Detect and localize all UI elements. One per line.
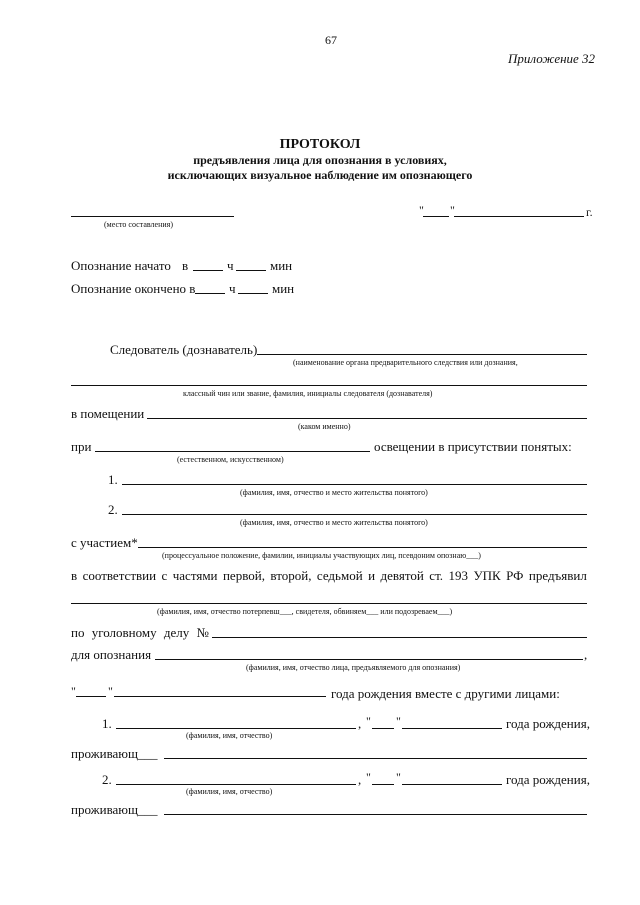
appendix-label: Приложение 32	[508, 51, 596, 66]
other1-day-field[interactable]	[372, 728, 394, 729]
witness2-number: 2.	[108, 502, 118, 517]
identifier-field[interactable]	[71, 603, 587, 604]
start-minutes-field[interactable]	[236, 270, 266, 271]
accordance-word: ст.	[429, 568, 444, 583]
other1-residence-field[interactable]	[164, 758, 587, 759]
start-in-label: в	[182, 258, 189, 273]
other2-birth-year-label: года рождения,	[506, 772, 590, 787]
document-subtitle-line1: предъявления лица для опознания в условиях,	[193, 153, 447, 167]
lighting-text: освещении в присутствии понятых:	[374, 439, 572, 454]
for-identification-label: для опознания	[71, 647, 152, 662]
other2-fio-field[interactable]	[116, 784, 356, 785]
participation-label: с участием*	[71, 535, 138, 550]
date-month-year-field[interactable]	[454, 216, 584, 217]
end-hours-field[interactable]	[195, 293, 225, 294]
end-minutes-field[interactable]	[238, 293, 268, 294]
presented-caption: (фамилия, имя, отчество лица, предъявляемого для опознания)	[246, 663, 461, 672]
other2-comma: ,	[358, 772, 362, 787]
lighting-field[interactable]	[95, 451, 370, 452]
page-number: 67	[325, 33, 337, 47]
end-hours-unit: ч	[229, 281, 236, 296]
other1-comma: ,	[358, 716, 362, 731]
investigator-caption: (наименование органа предварительного следствия или дознания,	[293, 358, 518, 367]
year-suffix: г.	[586, 205, 593, 219]
accordance-word: предъявил	[528, 568, 587, 583]
accordance-word: УПК	[473, 568, 501, 583]
birth-quote-close: "	[108, 684, 113, 698]
other2-residing-label: проживающ___	[71, 802, 158, 817]
other1-quote-close: "	[396, 714, 401, 728]
other2-number: 2.	[102, 772, 112, 787]
start-hours-field[interactable]	[193, 270, 223, 271]
presented-comma: ,	[584, 647, 588, 662]
start-minutes-unit: мин	[270, 258, 293, 273]
accordance-word: и	[368, 568, 376, 583]
witness1-caption: (фамилия, имя, отчество и место жительства понятого)	[240, 488, 428, 497]
at-label: при	[71, 439, 92, 454]
other1-fio-field[interactable]	[116, 728, 356, 729]
accordance-word: соответствии	[82, 568, 157, 583]
accordance-word: первой,	[222, 568, 265, 583]
room-label: в помещении	[71, 406, 145, 421]
birth-year-field[interactable]	[114, 696, 326, 697]
rank-field[interactable]	[71, 385, 587, 386]
accordance-word: 193	[448, 568, 468, 583]
other2-quote-close: "	[396, 770, 401, 784]
investigator-label: Следователь (дознаватель)	[110, 342, 258, 357]
place-caption: (место составления)	[104, 220, 173, 229]
accordance-word: девятой	[380, 568, 424, 583]
participation-caption: (процессуальное положение, фамилии, инициалы участвующих лиц, псевдоним опознаю___)	[162, 551, 481, 560]
lighting-caption: (естественном, искусственном)	[177, 455, 284, 464]
date-quote-close: "	[450, 203, 455, 217]
place-field[interactable]	[71, 216, 234, 217]
start-hours-unit: ч	[227, 258, 234, 273]
start-label: Опознание начато	[71, 258, 171, 273]
other2-quote-open: "	[366, 770, 371, 784]
birth-quote-open: "	[71, 684, 76, 698]
accordance-word: седьмой	[316, 568, 363, 583]
other2-day-field[interactable]	[372, 784, 394, 785]
identifier-caption: (фамилия, имя, отчество потерпевш___, свидетеля, обвиняем___ или подозреваем___)	[157, 607, 453, 616]
other2-year-field[interactable]	[402, 784, 502, 785]
document-title: ПРОТОКОЛ	[279, 137, 361, 152]
investigator-field[interactable]	[257, 354, 587, 355]
other2-residence-field[interactable]	[164, 814, 587, 815]
accordance-word: частями	[172, 568, 218, 583]
case-label: по уголовному делу №	[71, 625, 209, 640]
rank-caption: классный чин или звание, фамилия, инициалы следователя (дознавателя)	[183, 389, 433, 398]
date-quote-open: "	[419, 203, 424, 217]
accordance-word: второй,	[270, 568, 312, 583]
document-subtitle-line2: исключающих визуальное наблюдение им опознающего	[167, 168, 473, 182]
other1-year-field[interactable]	[402, 728, 502, 729]
date-day-field[interactable]	[423, 216, 449, 217]
participation-field[interactable]	[138, 547, 587, 548]
accordance-word: в	[71, 568, 78, 583]
birth-day-field[interactable]	[76, 696, 106, 697]
birth-year-with-others: года рождения вместе с другими лицами:	[331, 686, 560, 701]
end-label: Опознание окончено в	[71, 281, 196, 296]
other1-fio-caption: (фамилия, имя, отчество)	[186, 731, 273, 740]
other1-quote-open: "	[366, 714, 371, 728]
witness1-field[interactable]	[122, 484, 587, 485]
other1-number: 1.	[102, 716, 112, 731]
accordance-line	[71, 568, 587, 584]
other1-birth-year-label: года рождения,	[506, 716, 590, 731]
end-minutes-unit: мин	[272, 281, 295, 296]
witness2-caption: (фамилия, имя, отчество и место жительства понятого)	[240, 518, 428, 527]
case-number-field[interactable]	[212, 637, 587, 638]
accordance-word: с	[161, 568, 168, 583]
other1-residing-label: проживающ___	[71, 746, 158, 761]
room-caption: (каком именно)	[298, 422, 351, 431]
accordance-word: РФ	[506, 568, 524, 583]
other2-fio-caption: (фамилия, имя, отчество)	[186, 787, 273, 796]
witness2-field[interactable]	[122, 514, 587, 515]
witness1-number: 1.	[108, 472, 118, 487]
presented-person-field[interactable]	[155, 659, 583, 660]
room-field[interactable]	[147, 418, 587, 419]
